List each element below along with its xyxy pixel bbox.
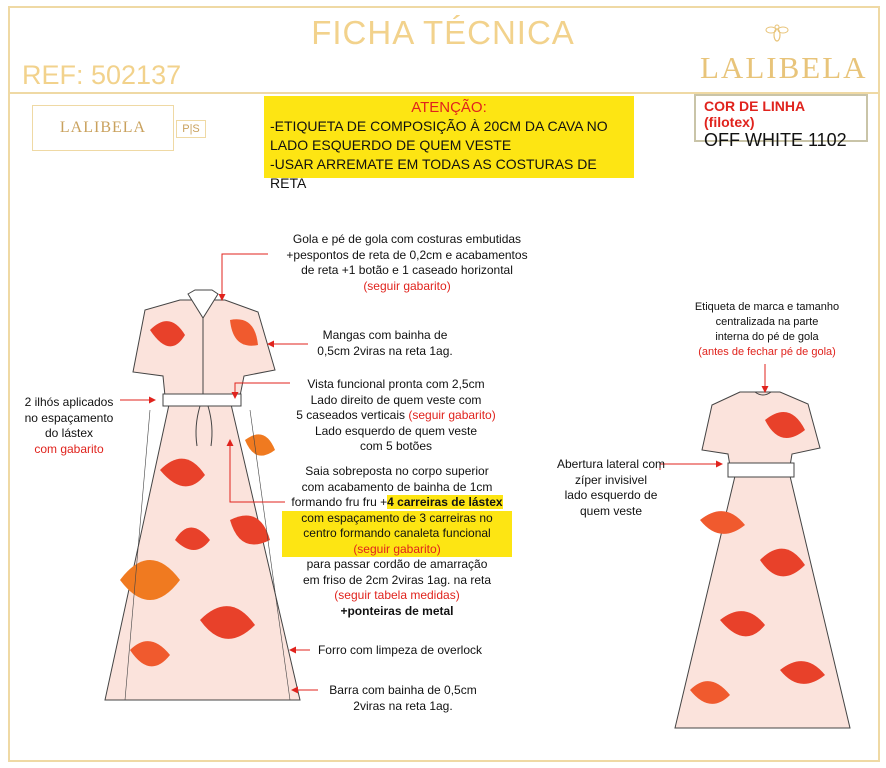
note-line: Vista funcional pronta com 2,5cm (307, 377, 485, 391)
note-line: (seguir tabela medidas) (334, 588, 460, 602)
note-text: 5 caseados verticais (296, 408, 409, 422)
note-text: formando fru fru + (291, 495, 388, 509)
note-line: de reta +1 botão e 1 caseado horizontal (301, 263, 513, 277)
note-hem (318, 683, 488, 714)
note-line: Lado direito de quem veste com (310, 392, 482, 407)
reference-code: REF: 502137 (22, 60, 182, 90)
note-line: Etiqueta de marca e tamanho (694, 301, 840, 313)
size-label-sample: P|S (176, 120, 206, 138)
thread-color-label: COR DE LINHA (filotex) (704, 98, 805, 130)
thread-color-value: OFF WHITE 1102 (704, 130, 847, 150)
note-line: no espaçamento (24, 410, 114, 425)
note-line: Abertura lateral com (556, 457, 666, 471)
note-line: Lado esquerdo de quem veste (314, 423, 478, 438)
attention-line: -USAR ARREMATE EM TODAS AS COSTURAS DE RETA (270, 156, 597, 191)
note-line: Saia sobreposta no corpo superior (305, 464, 489, 478)
attention-line: -ETIQUETA DE COMPOSIÇÃO À 20CM DA CAVA NO (270, 118, 608, 134)
note-placket (276, 377, 516, 455)
note-line: (seguir gabarito) (363, 278, 451, 293)
note-line: centralizada na parte (715, 316, 819, 328)
note-text: 4 carreiras de lástex (387, 495, 503, 509)
note-line: +pespontos de reta de 0,2cm e acabamentos (286, 247, 528, 262)
note-brand-label (672, 300, 862, 360)
brand-label-sample: LALIBELA (32, 105, 174, 151)
note-sleeves (300, 328, 470, 359)
note-line: com 5 botões (359, 439, 433, 453)
note-line: zíper invisivel (574, 472, 648, 487)
note-line (276, 408, 516, 424)
front-dress-drawing (105, 290, 300, 700)
note-skirt (282, 464, 512, 619)
note-line: interna do pé de gola (715, 331, 819, 343)
note-line: com espaçamento de 3 carreiras no (282, 511, 512, 527)
note-line (282, 495, 512, 511)
note-line: para passar cordão de amarração (306, 557, 488, 571)
note-line: lado esquerdo de (564, 488, 658, 502)
note-line: Barra com bainha de 0,5cm (329, 683, 477, 697)
note-line: +ponteiras de metal (340, 603, 454, 618)
note-line: em friso de 2cm 2viras 1ag. na reta (302, 572, 492, 587)
note-line: Gola e pé de gola com costuras embutidas (292, 232, 522, 246)
note-line: com acabamento de bainha de 1cm (301, 479, 493, 494)
note-collar (262, 232, 552, 294)
note-line: (antes de fechar pé de gola) (698, 346, 836, 358)
note-lining (310, 643, 490, 659)
note-line: com gabarito (34, 441, 104, 456)
note-zipper (546, 457, 676, 519)
note-line: Mangas com bainha de (322, 328, 448, 342)
page-title: FICHA TÉCNICA (311, 14, 575, 51)
note-line: 2 ilhós aplicados (24, 395, 114, 409)
note-line: do lástex (44, 426, 94, 440)
note-eyelets (14, 395, 124, 457)
brand-logo: LALIBELA (700, 50, 868, 85)
note-line: (seguir gabarito) (282, 542, 512, 558)
note-line: 0,5cm 2viras na reta 1ag. (317, 343, 453, 358)
note-line: 2viras na reta 1ag. (353, 698, 453, 713)
note-line: quem veste (579, 503, 643, 518)
attention-line: LADO ESQUERDO DE QUEM VESTE (270, 137, 512, 153)
note-text: (seguir gabarito) (408, 408, 496, 422)
note-line: centro formando canaleta funcional (282, 526, 512, 542)
note-line: Forro com limpeza de overlock (317, 643, 483, 657)
attention-heading: ATENÇÃO: (411, 99, 487, 116)
back-dress-drawing (675, 392, 850, 728)
